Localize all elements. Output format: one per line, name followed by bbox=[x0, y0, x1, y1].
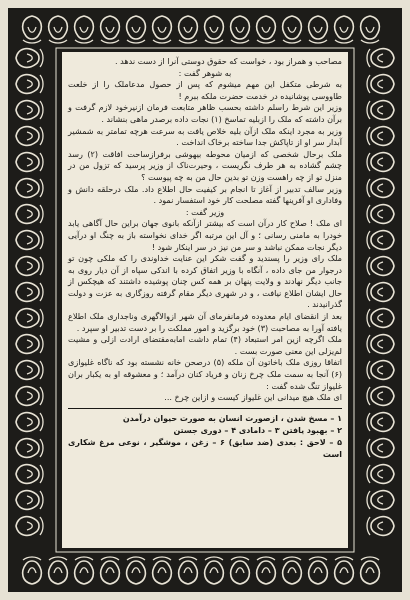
border-motif bbox=[231, 16, 250, 43]
border-motif bbox=[16, 231, 43, 250]
border-motif bbox=[16, 127, 43, 146]
footnote-divider bbox=[68, 408, 342, 409]
border-motif bbox=[367, 465, 394, 484]
border-motif bbox=[335, 16, 354, 43]
border-motif bbox=[179, 557, 198, 584]
border-motif bbox=[367, 231, 394, 250]
border-motif bbox=[179, 16, 198, 43]
border-motif bbox=[367, 491, 394, 510]
border-motif bbox=[257, 16, 276, 43]
border-motif bbox=[23, 557, 42, 584]
border-motif bbox=[367, 439, 394, 458]
border-motif bbox=[367, 361, 394, 380]
footnotes bbox=[68, 413, 342, 461]
border-motif bbox=[16, 257, 43, 276]
border-motif bbox=[153, 557, 172, 584]
border-motif bbox=[335, 557, 354, 584]
border-motif bbox=[361, 557, 380, 584]
border-motif bbox=[16, 491, 43, 510]
border-motif bbox=[309, 16, 328, 43]
footnote-line: ۵ – لاحق : بعدی (ضد سابق) ۶ – زغن ، موشگیر ، نوعی مرغ شکاری است bbox=[68, 437, 342, 459]
border-motif bbox=[205, 16, 224, 43]
border-motif bbox=[367, 49, 394, 68]
border-motif bbox=[16, 361, 43, 380]
footnote-line: ۱ – مسخ شدن ، ازصورت انسان به صورت حیوان درآمدن bbox=[122, 413, 342, 423]
border-motif bbox=[16, 153, 43, 172]
border-motif bbox=[127, 557, 146, 584]
border-motif bbox=[367, 335, 394, 354]
paragraph-14: ای ملک هیچ میدانی این غلیواز کیست و ازاین چرخ ... bbox=[164, 392, 342, 403]
border-motif bbox=[101, 16, 120, 43]
border-motif bbox=[231, 557, 250, 584]
border-motif bbox=[283, 557, 302, 584]
border-motif bbox=[75, 557, 94, 584]
border-motif bbox=[16, 75, 43, 94]
border-motif bbox=[16, 439, 43, 458]
border-motif bbox=[16, 205, 43, 224]
paragraph-8: وزیر گفت : bbox=[185, 206, 225, 217]
border-motif bbox=[361, 16, 380, 43]
border-motif bbox=[101, 557, 120, 584]
border-motif bbox=[205, 557, 224, 584]
border-motif bbox=[16, 309, 43, 328]
paragraph-6: ملک برحال شخصی که ازمیان محوطه بیهوشی برفرازساحت افاقت (۲) رسد چشم گشاده به هر طرف نگریست ، وحیرت‌ناک از وزیر پرسید که تزول من در منزل تو از چه راهست وزن تو بدین حال من به چه پیوست ؟ bbox=[68, 148, 342, 182]
border-motif bbox=[367, 153, 394, 172]
paragraph-13: اتفاقا روزی ملک باخاتون آن ملکه (۵) درصحن خانه نشسته بود که ناگاه غلیوازی (۶) آنجا به سمت ملک چرخ زنان و فریاد کنان درآمد ؛ و معشوقه او به یکبار بران غلیواز تنگ شده گفت : bbox=[68, 357, 342, 391]
border-motif bbox=[367, 257, 394, 276]
border-motif bbox=[367, 75, 394, 94]
border-motif bbox=[367, 179, 394, 198]
border-motif bbox=[75, 16, 94, 43]
paragraph-3: به شرطی متکفل این مهم میشوم که پس از حصول مدعاملک را از خلعت طاووسی پوشانیده در خدمت حضرت ملکه ببرم ! bbox=[68, 79, 342, 101]
border-motif bbox=[23, 16, 42, 43]
border-motif bbox=[49, 16, 68, 43]
paragraph-11: بعد از انقضای ایام معدوده فرمانفرمای آن شهر ازوالاگهری وناجداری ملک اطلاع یافته آورا به مصاحبت (۳) خود برگزید و امور مملکت را بر دست تدبیر او سپرد . bbox=[68, 311, 342, 333]
paragraph-5: وزیر به مجرد اینکه ملک ازآن بلیه خلاص یافت به سرعت هرچه تمامتر به شمشیر آبدار سر او از تاپاکش جدا ساخته برخاک انداخت . bbox=[68, 125, 342, 148]
border-motif bbox=[367, 387, 394, 406]
border-motif bbox=[16, 335, 43, 354]
border-motif bbox=[283, 16, 302, 43]
border-motif bbox=[16, 465, 43, 484]
border-motif bbox=[367, 517, 394, 536]
border-motif bbox=[16, 387, 43, 406]
paragraph-1: مصاحب و همراز بود ، خواست که حقوق دوستی آنرا از دست ندهد . bbox=[114, 56, 342, 66]
border-motif bbox=[16, 517, 43, 536]
paragraph-4: وزیر این شرط راسلم داشته بحسب ظاهر متابعت فرمان ازنیرخود لازم گرفت و برآن داشته که ملک را ازبلیه تماسخ (۱) نجات داده برصدر ماهی بنشاند . bbox=[68, 102, 342, 124]
border-motif bbox=[367, 283, 394, 302]
border-motif bbox=[367, 101, 394, 120]
border-motif bbox=[257, 557, 276, 584]
story-text-panel bbox=[62, 52, 348, 548]
paragraph-2: به شوهر گفت : bbox=[178, 67, 232, 78]
footnote-line: ۲ – بهبود یافتن ۳ – دامادی ۴ – دوری جستن bbox=[173, 425, 342, 435]
border-motif bbox=[127, 16, 146, 43]
paragraph-9: ای ملک ! صلاح کار درآن است که بیشتر ازآنکه بانوی جهان براین حال آگاهی یابد خودرا به مامنی رسانی ؛ و آل این مرتبه اگر خدای نخواسته باز به چنگ او درآیی دیگر نجات ممکن نباشد و سر من نیز در سر اینکار شود ! bbox=[68, 218, 342, 252]
border-motif bbox=[153, 16, 172, 43]
border-motif bbox=[49, 557, 68, 584]
border-motif bbox=[16, 283, 43, 302]
paragraph-7: وزیر سالف تدبیر از آغاز تا انجام بر کیفیت حال اطلاع داد. ملک درحلقه دانش و وفاداری او آفرینها گفته مصلحت کار خود استفسار نمود . bbox=[68, 183, 342, 206]
border-motif bbox=[309, 557, 328, 584]
border-motif bbox=[367, 127, 394, 146]
border-motif bbox=[16, 179, 43, 198]
border-motif bbox=[367, 309, 394, 328]
border-motif bbox=[367, 205, 394, 224]
border-motif bbox=[16, 101, 43, 120]
paragraph-10: ملک رای وزیر را پسندید و گفت شکر این عنایت خداوندی را که ملکی چون تو درجوار من جای داده ، آنگاه با وزیر اتفاق کرده با اندکی سپاه از آن دیار روی به جانب دیگر نهادند و ولایت پنهان بر همه کس چنان پوشیده داشتند که هیچکس از حال ایشان اطلاع نیافت ، و در شهری دیگر مقام گرفته روزگاری به عزت و دولت گذرانیدند . bbox=[68, 253, 342, 310]
border-motif bbox=[16, 413, 43, 432]
border-motif bbox=[367, 413, 394, 432]
border-motif bbox=[16, 49, 43, 68]
paragraph-12: ملک اگرچه ازین امر استبعاد (۴) تمام داشت امابه‌مقتضای ارادت ازلی و مشیت لم‌یزلی این معنی صورت بست . bbox=[68, 334, 342, 356]
